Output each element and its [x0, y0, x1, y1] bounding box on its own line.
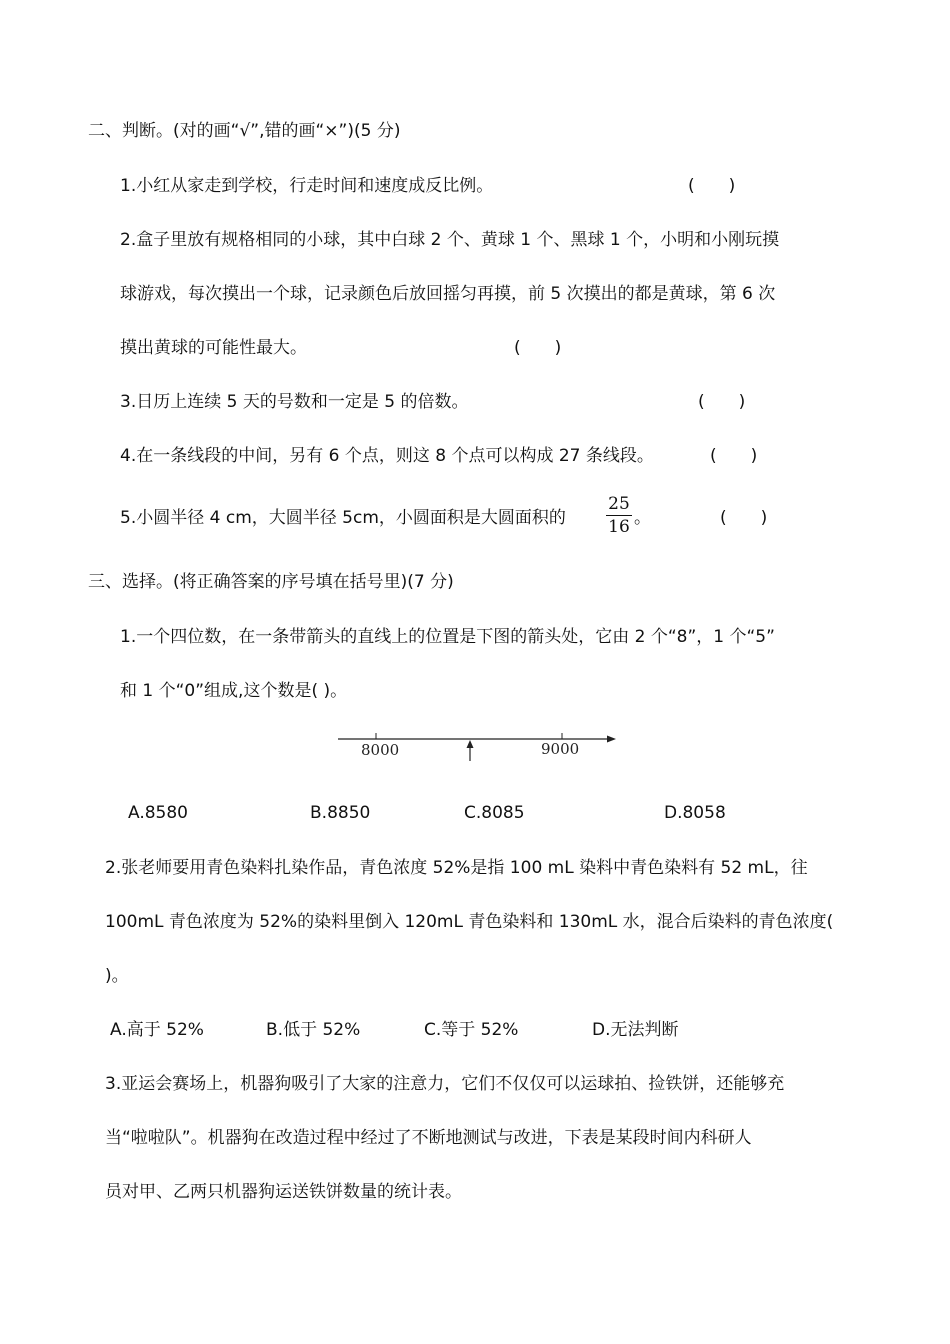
- choice-q1-line1: 1.一个四位数，在一条带箭头的直线上的位置是下图的箭头处，它由 2 个“8”，1 个“5”: [120, 627, 775, 647]
- judge-item-3: 3.日历上连续 5 天的号数和一定是 5 的倍数。: [120, 392, 469, 412]
- choice-q2-line2: 100mL 青色浓度为 52%的染料里倒入 120mL 青色染料和 130mL 水，混合后染料的青色浓度(: [105, 912, 834, 932]
- q1-option-c[interactable]: C.8085: [464, 803, 525, 823]
- judge-item-2-line3: 摸出黄球的可能性最大。: [120, 338, 307, 358]
- choice-q3-line1: 3.亚运会赛场上，机器狗吸引了大家的注意力，它们不仅仅可以运球拍、捡铁饼，还能够充: [105, 1074, 785, 1094]
- choice-q2-line3: )。: [105, 966, 129, 986]
- section2-heading: 二、判断。(对的画“√”,错的画“×”)(5 分): [88, 121, 401, 141]
- fraction: [606, 494, 632, 537]
- fraction-tail: 。: [634, 508, 651, 528]
- choice-q2-line1: 2.张老师要用青色染料扎染作品，青色浓度 52%是指 100 mL 染料中青色染料有 52 mL，往: [105, 858, 808, 878]
- fraction-denominator: 16: [608, 517, 630, 537]
- judge-item-2-line1: 2.盒子里放有规格相同的小球，其中白球 2 个、黄球 1 个、黑球 1 个，小明和小刚玩摸: [120, 230, 780, 250]
- judge-item-1: 1.小红从家走到学校，行走时间和速度成反比例。: [120, 176, 494, 196]
- choice-q3-line3: 员对甲、乙两只机器狗运送铁饼数量的统计表。: [105, 1182, 462, 1202]
- q1-option-a[interactable]: A.8580: [128, 803, 188, 823]
- choice-q1-line2: 和 1 个“0”组成,这个数是( )。: [120, 681, 348, 701]
- answer-paren-5[interactable]: ( ): [720, 508, 768, 528]
- choice-q3-line2: 当“啦啦队”。机器狗在改造过程中经过了不断地测试与改进，下表是某段时间内科研人: [105, 1128, 752, 1148]
- answer-paren-3[interactable]: ( ): [698, 392, 746, 412]
- fraction-numerator: 25: [606, 494, 632, 516]
- answer-paren-2[interactable]: ( ): [514, 338, 562, 358]
- answer-paren-4[interactable]: ( ): [710, 446, 758, 466]
- judge-item-4: 4.在一条线段的中间，另有 6 个点，则这 8 个点可以构成 27 条线段。: [120, 446, 654, 466]
- q1-option-b[interactable]: B.8850: [310, 803, 371, 823]
- label-9000: 9000: [541, 740, 580, 758]
- number-line-arrowhead: [607, 736, 616, 743]
- section3-heading: 三、选择。(将正确答案的序号填在括号里)(7 分): [88, 572, 454, 592]
- pointer-arrow-head: [467, 740, 474, 748]
- judge-item-2-line2: 球游戏，每次摸出一个球，记录颜色后放回摇匀再摸，前 5 次摸出的都是黄球，第 6 次: [120, 284, 776, 304]
- q1-option-d[interactable]: D.8058: [664, 803, 726, 823]
- q2-option-a[interactable]: A.高于 52%: [110, 1020, 204, 1040]
- answer-paren-1[interactable]: ( ): [688, 176, 736, 196]
- q2-option-c[interactable]: C.等于 52%: [424, 1020, 519, 1040]
- judge-item-5: 5.小圆半径 4 cm，大圆半径 5cm，小圆面积是大圆面积的: [120, 508, 566, 528]
- q2-option-d[interactable]: D.无法判断: [592, 1020, 679, 1040]
- label-8000: 8000: [361, 741, 400, 759]
- q2-option-b[interactable]: B.低于 52%: [266, 1020, 361, 1040]
